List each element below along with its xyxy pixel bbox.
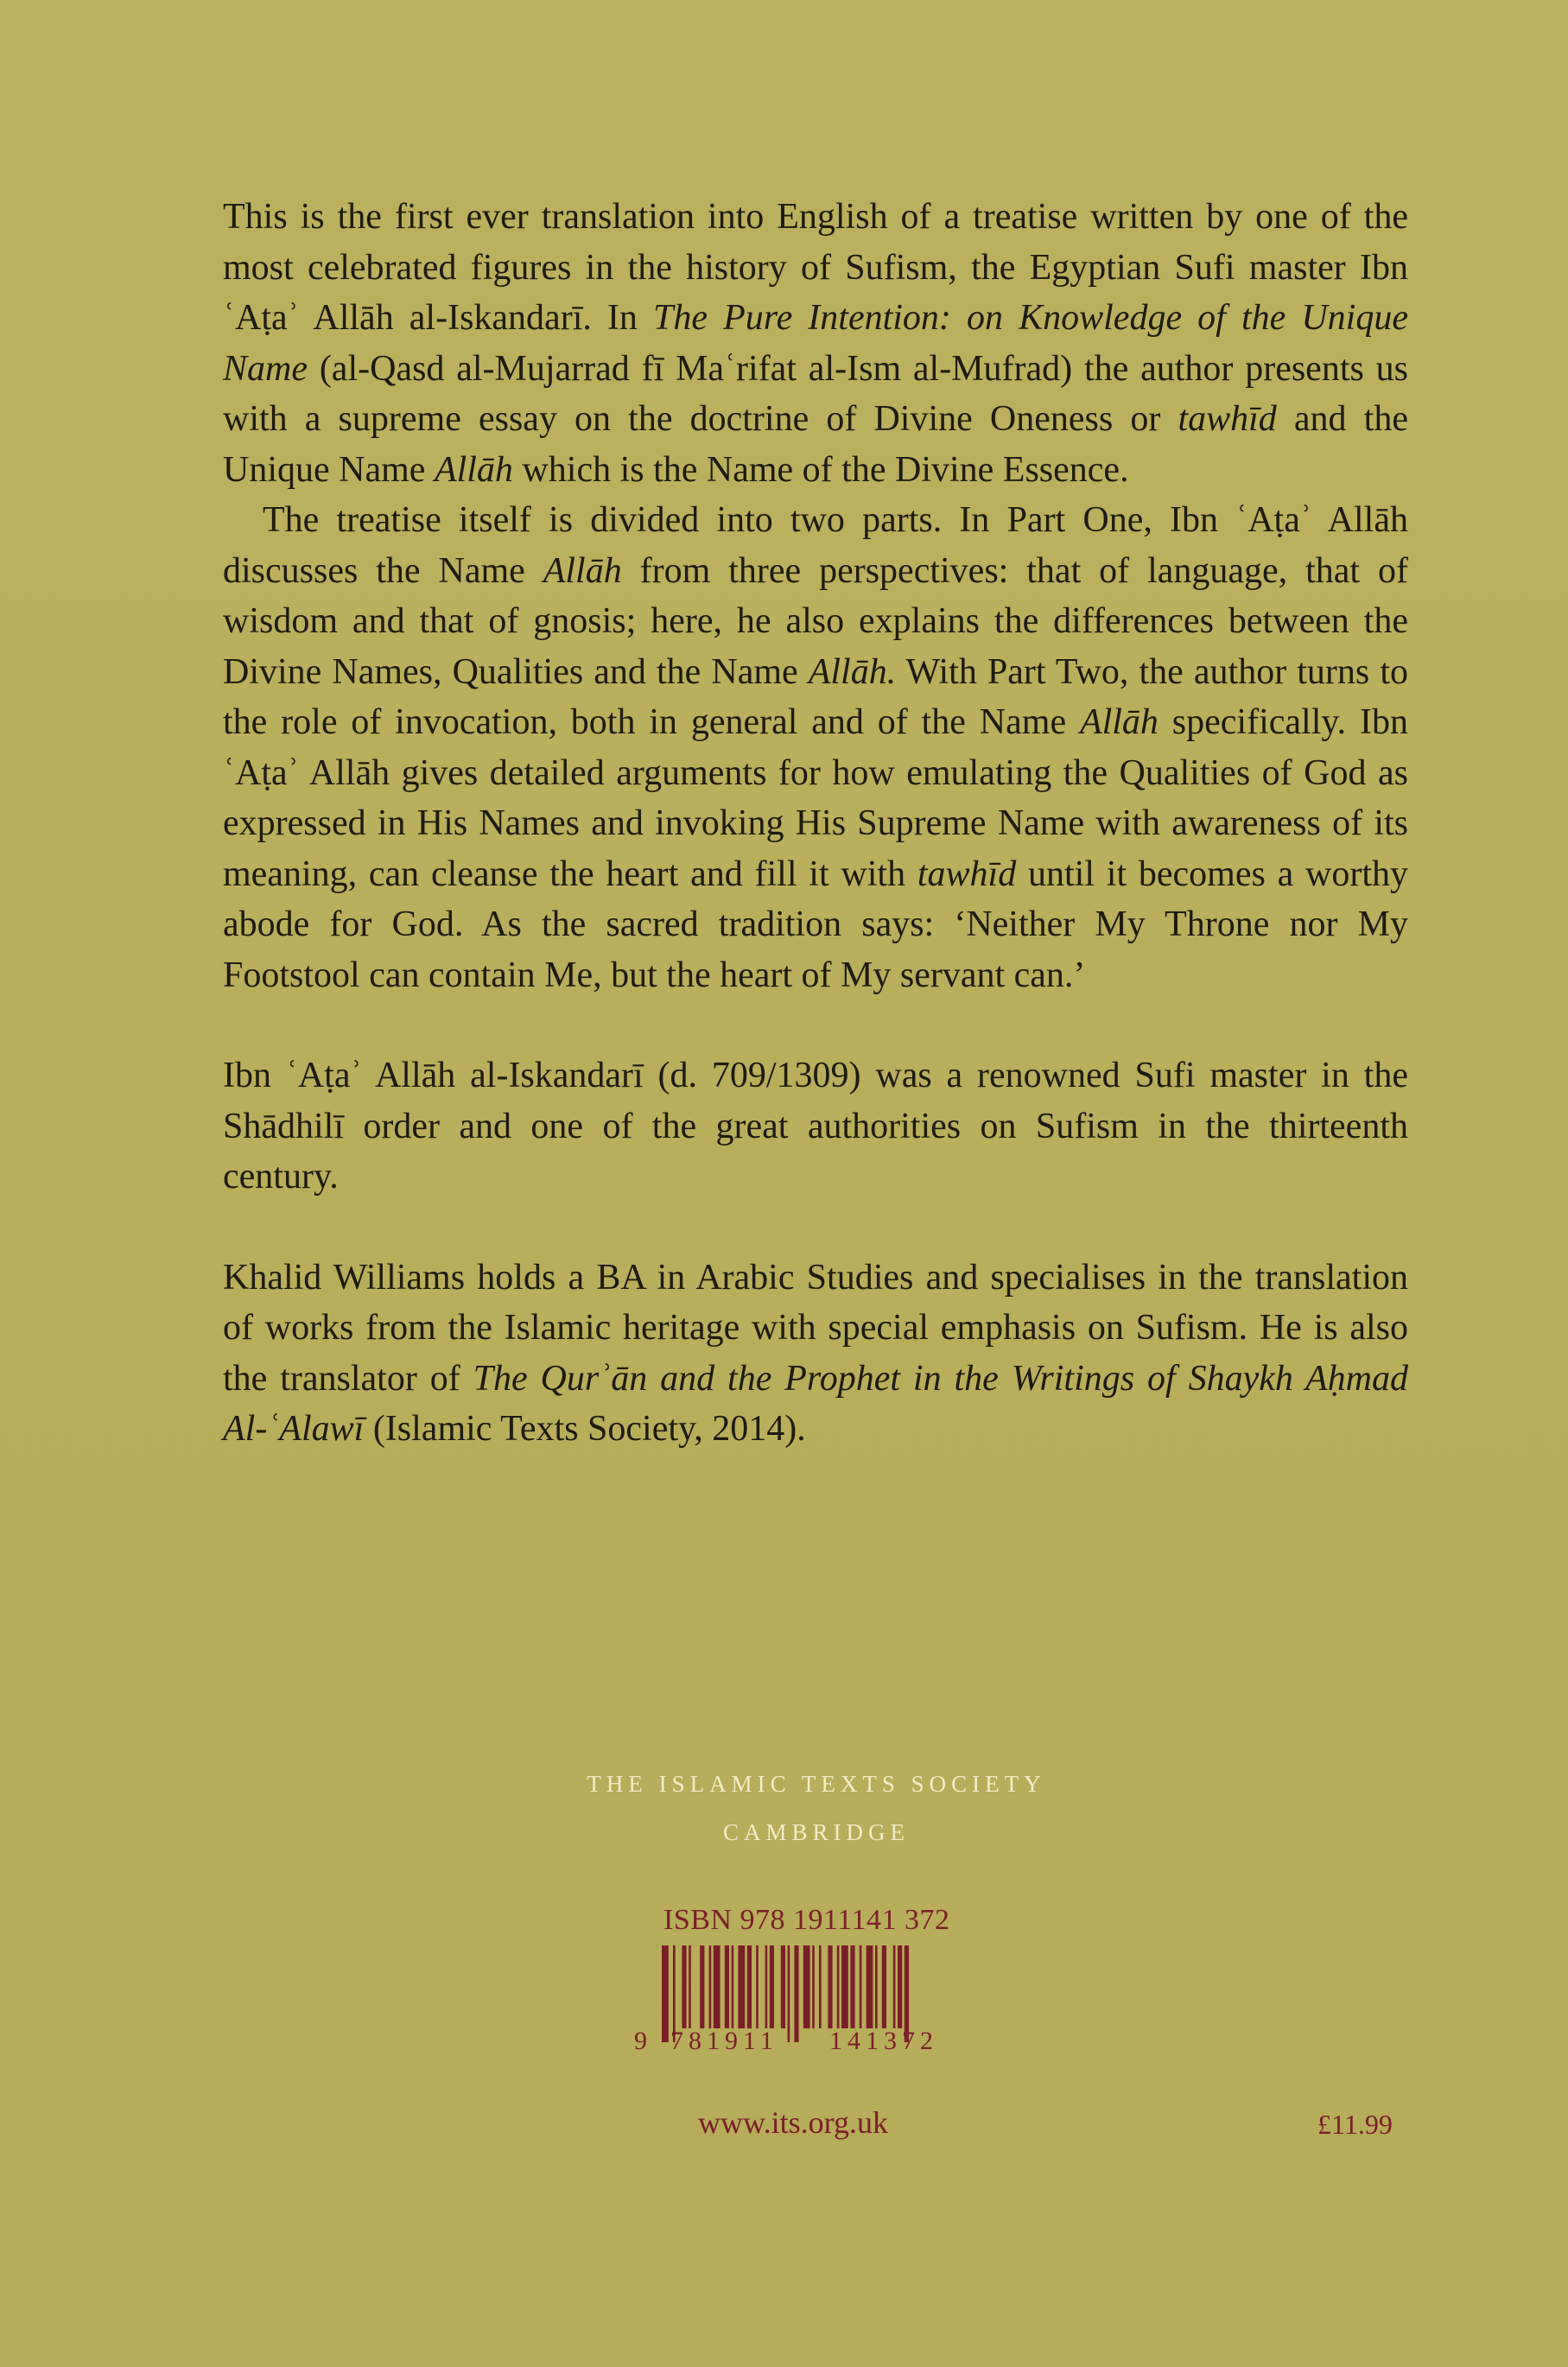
term-italic: tawhīd xyxy=(917,854,1017,894)
barcode-bar xyxy=(732,1945,734,2028)
term-italic: Allāh xyxy=(434,449,513,490)
barcode-bar xyxy=(893,1945,896,2028)
book-title-italic: The Qurʾān and the Prophet in the Writings of Shaykh Aḥmad Al-ʿAlawī xyxy=(223,1358,1409,1449)
barcode-bar xyxy=(756,1945,759,2028)
barcode-digits-right: 141372 xyxy=(829,2027,938,2053)
text-run: from three perspectives: that of language, that of wisdom and that of gnosis; here, he also explains the differences between the Divine Names, Qualities and the Name xyxy=(223,550,1408,692)
barcode-bar xyxy=(781,1945,785,2028)
barcode-bar xyxy=(882,1945,886,2028)
barcode-bar xyxy=(709,1945,712,2028)
barcode-bar xyxy=(850,1945,854,2028)
text-run: With Part Two, the author turns to the role of invocation, both in general and of the Name xyxy=(223,651,1408,742)
text-run: (al-Qasd al-Mujarrad fī Maʿrifat al-Ism al-Mufrad) the author presents us with a supreme essay on the doctrine of Divine Oneness or xyxy=(223,348,1408,439)
barcode-bar xyxy=(747,1945,752,2028)
price: £11.99 xyxy=(1317,2109,1393,2140)
barcode-bar xyxy=(898,1945,902,2028)
barcode-bar xyxy=(725,1945,729,2028)
text-run: (Islamic Texts Society, 2014). xyxy=(364,1409,806,1449)
barcode-bar xyxy=(770,1945,774,2028)
text-run: which is the Name of the Divine Essence. xyxy=(512,449,1129,490)
barcode-bar xyxy=(700,1945,704,2028)
barcode-bar xyxy=(662,1945,669,2042)
isbn-label: ISBN 978 1911141 372 xyxy=(663,1904,950,1936)
barcode-bar xyxy=(837,1945,840,2028)
barcode-bar xyxy=(689,1945,691,2028)
barcode-bar xyxy=(875,1945,878,2028)
author-bio: Ibn ʿAṭaʾ Allāh al-Iskandarī (d. 709/1309) was a renowned Sufi master in the Shādhilī order and one of the great authorities on Sufism in the thirteenth century. xyxy=(223,1056,1408,1196)
barcode-bar xyxy=(788,1945,790,2042)
term-italic: Allāh xyxy=(543,550,622,591)
term-italic: Allāh. xyxy=(808,651,897,692)
text-run: This is the first ever translation into English of a treatise written by one of the most celebrated figures in the history of Sufism, the Egyptian Sufi master Ibn ʿAṭaʾ Allāh al-Iskandarī. In xyxy=(223,197,1408,338)
term-italic: tawhīd xyxy=(1178,399,1277,439)
barcode-bar xyxy=(803,1945,810,2028)
barcode-bar xyxy=(867,1945,873,2028)
text-run: specifically. Ibn ʿAṭaʾ Allāh gives detailed arguments for how emulating the Qualities of God as expressed in His Names and invoking His Supreme Name with awareness of its meaning, can cleanse the heart and fill it with xyxy=(223,702,1408,894)
publisher-name: THE ISLAMIC TEXTS SOCIETY xyxy=(587,1771,1046,1797)
barcode-bar xyxy=(841,1945,848,2028)
barcode-bar xyxy=(828,1945,832,2028)
website-url: www.its.org.uk xyxy=(698,2105,889,2140)
term-italic: Allāh xyxy=(1079,702,1159,742)
barcode-bar xyxy=(765,1945,768,2028)
text-run: and the Unique Name xyxy=(223,399,1408,490)
blurb-text xyxy=(223,192,1408,1455)
barcode-digits-left: 781911 xyxy=(670,2027,778,2053)
barcode-bar xyxy=(860,1945,862,2028)
barcode-bar xyxy=(738,1945,745,2028)
blurb-paragraph-intro xyxy=(223,192,1408,495)
book-title-italic: The Pure Intention: on Knowledge of the Unique Name xyxy=(223,298,1408,389)
barcode-bar xyxy=(794,1945,798,2042)
barcode-digit-lead: 9 xyxy=(634,2027,647,2053)
barcode-bar xyxy=(682,1945,686,2028)
text-run: Khalid Williams holds a BA in Arabic Studies and specialises in the translation of works from the Islamic heritage with special emphasis on Sufism. He is also the translator of xyxy=(223,1257,1408,1399)
publisher-city: CAMBRIDGE xyxy=(722,1819,910,1845)
blurb-paragraph-treatise xyxy=(223,495,1408,1000)
barcode xyxy=(632,1945,995,2053)
text-run: The treatise itself is divided into two parts. In Part One, Ibn ʿAṭaʾ Allāh discusses the Name xyxy=(223,500,1408,591)
translator-bio xyxy=(223,1253,1408,1455)
barcode-bar xyxy=(819,1945,822,2028)
barcode-bar xyxy=(714,1945,721,2028)
barcode-bar xyxy=(812,1945,815,2028)
text-run: until it becomes a worthy abode for God. As the sacred tradition says: ‘Neither My Throne nor My Footstool can contain Me, but the heart of My servant can.’ xyxy=(223,854,1409,995)
